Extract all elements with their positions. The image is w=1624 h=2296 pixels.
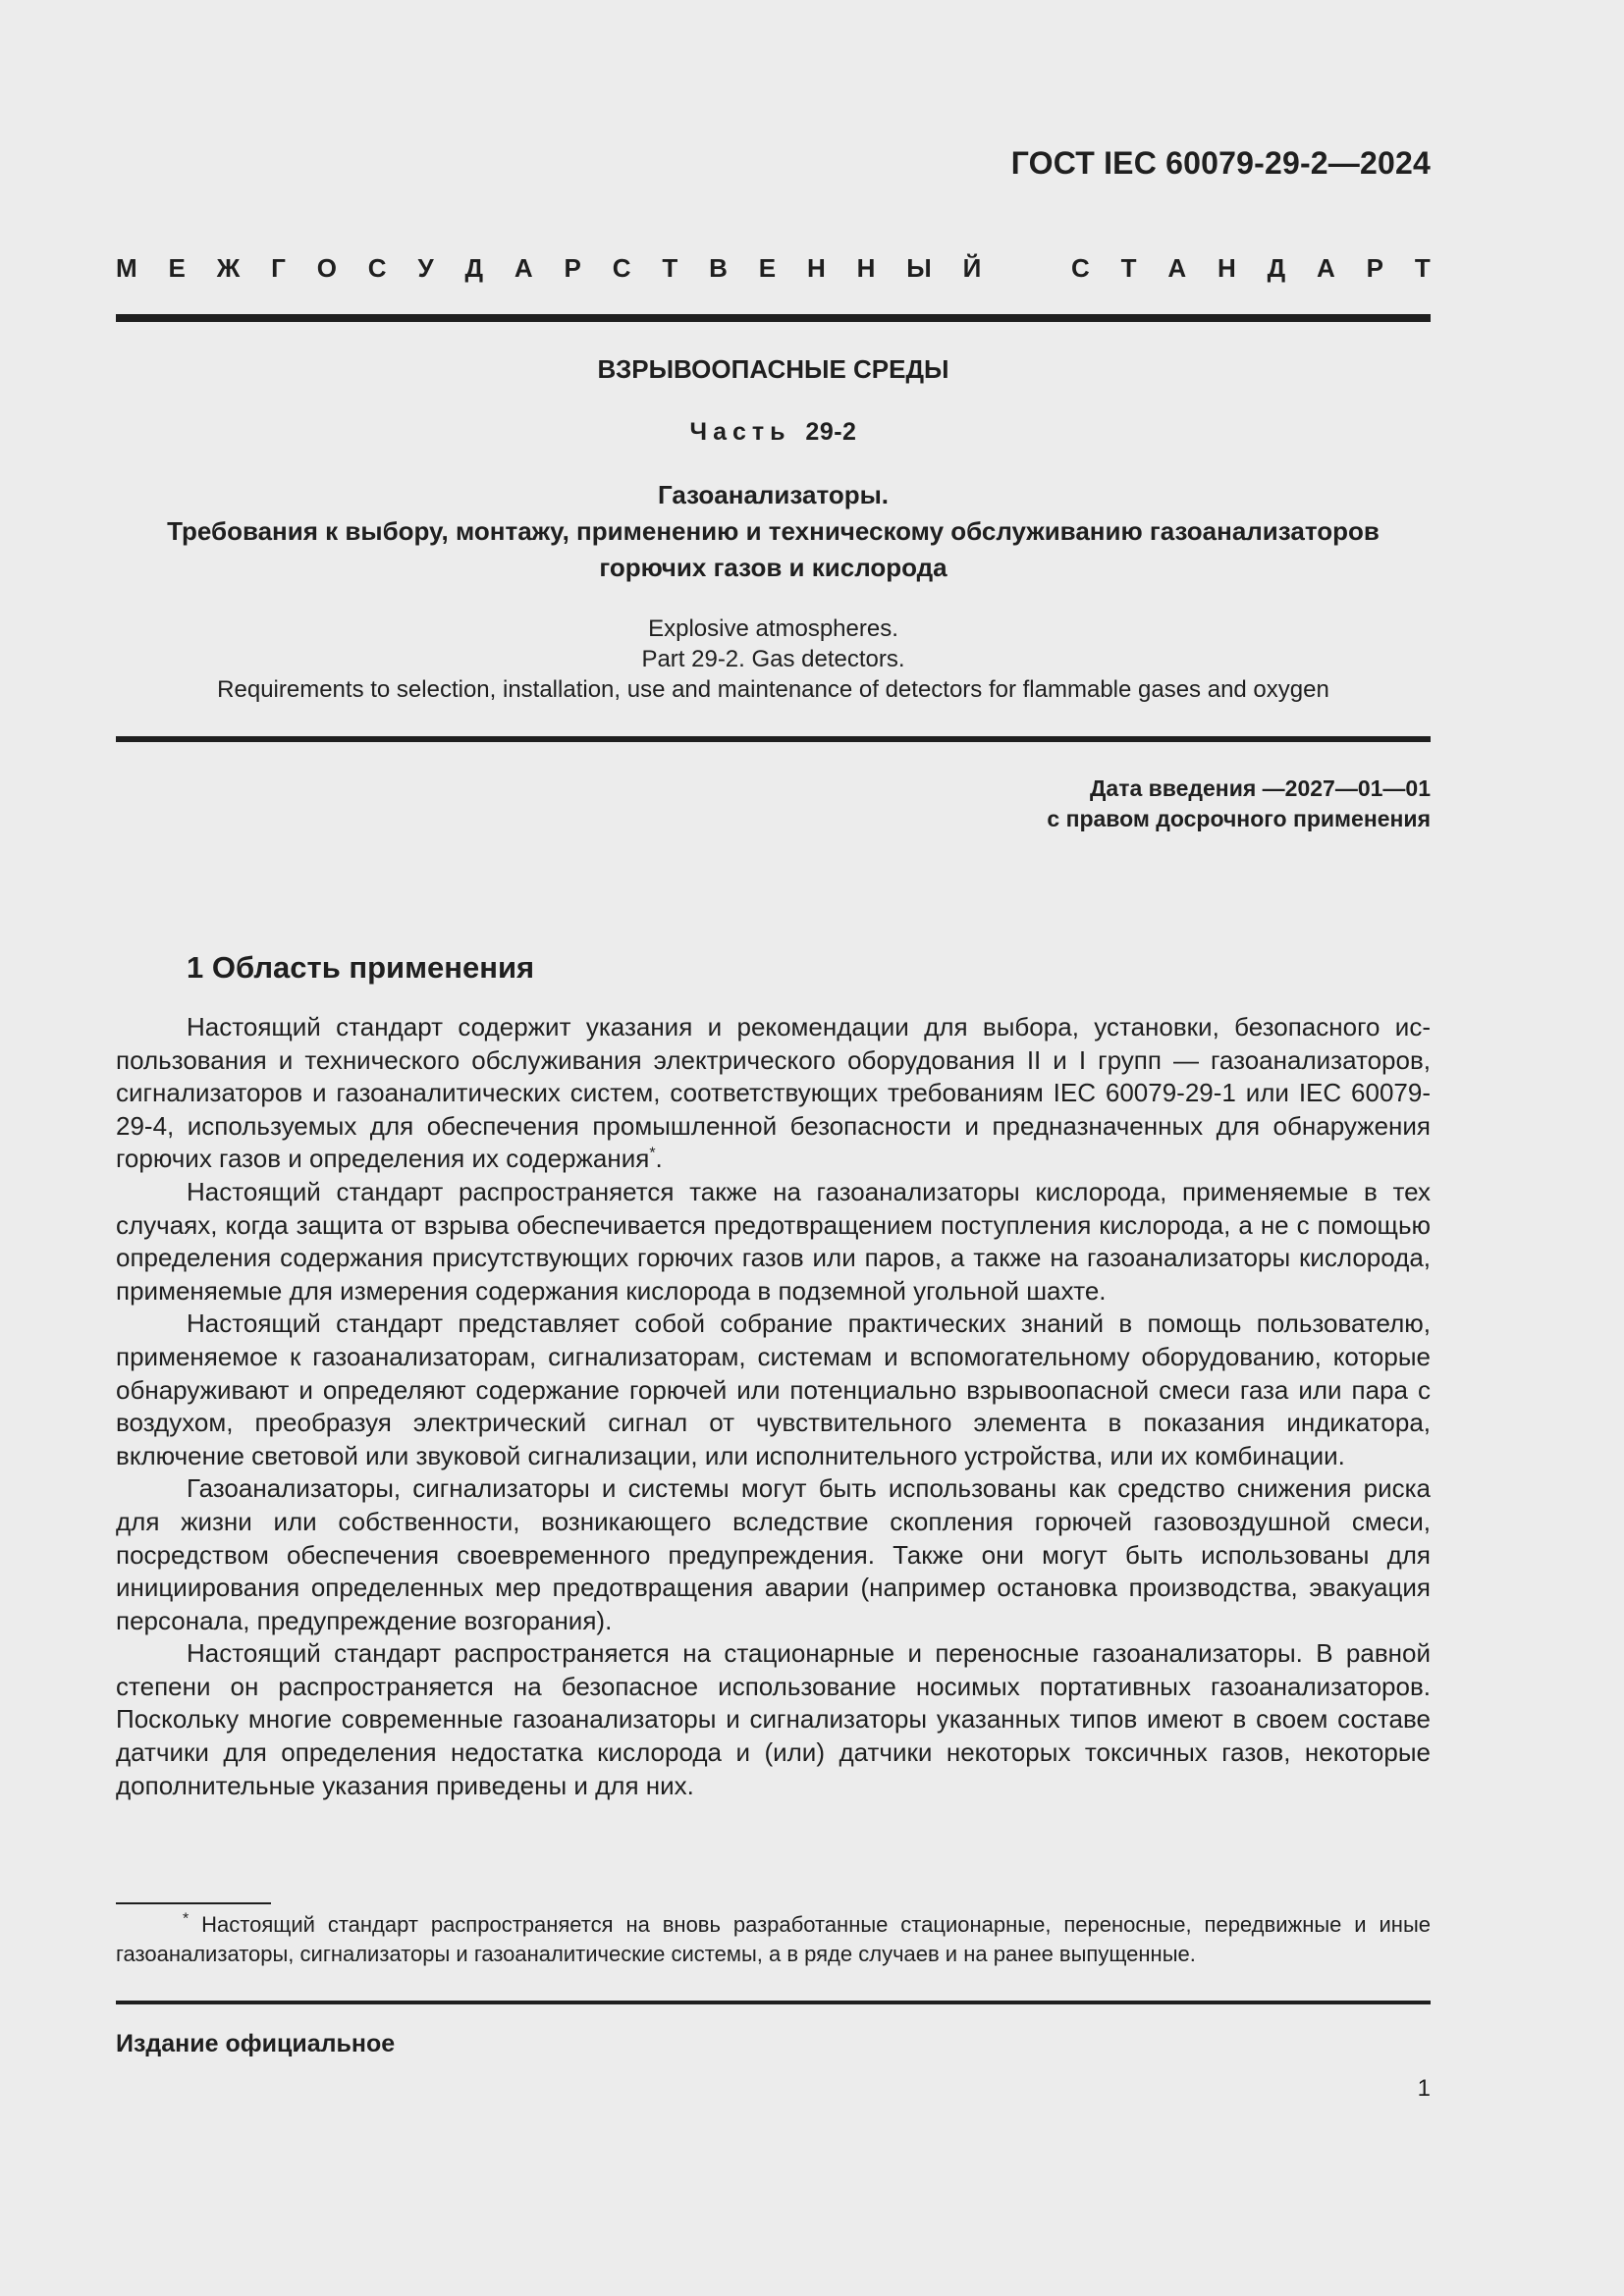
introduction-date-line: Дата введения —2027—01—01 bbox=[1090, 775, 1431, 801]
part-word: Часть bbox=[689, 418, 791, 446]
standard-type-letter: С bbox=[367, 253, 387, 283]
standard-type-letter: Н bbox=[806, 253, 826, 283]
standard-number: ГОСТ IEC 60079-29-2—2024 bbox=[1010, 145, 1431, 181]
title-block bbox=[116, 351, 1431, 705]
standard-type-letter: А bbox=[1167, 253, 1187, 283]
paragraph: Настоящий стандарт распространяется на стационарные и переносные газоанализаторы. В равной степени он распространяется на безопасное использование носимых портативных газоанализаторов. Поскольку многие современные газоанализаторы и сигнализаторы указанных типов имеют в своем составе датчики для определения недостатка кислорода и (или) датчики некоторых токсичных газов, некоторые дополнительные указания приведены и для них. bbox=[116, 1638, 1431, 1800]
title-part bbox=[116, 414, 1431, 450]
footnote bbox=[116, 1910, 1431, 1969]
subtitle-line-3: горючих газов и кислорода bbox=[599, 553, 947, 582]
footnote-text: Настоящий стандарт распространяется на вновь разработанные стационарные, переносные, передвижные и иные газоанализаторы, сигнализаторы и газоаналитические системы, а в ряде случаев и на ранее выпущенные. bbox=[116, 1912, 1431, 1966]
standard-type-letter: Н bbox=[1218, 253, 1236, 283]
standard-type-heading bbox=[116, 253, 1431, 284]
standard-type-letter: Г bbox=[271, 253, 286, 283]
middle-rule bbox=[116, 736, 1431, 742]
paragraph: Газоанализаторы, сигнализаторы и системы могут быть использованы как средство снижения риска для жизни или собственности, возникающего вследствие скопления горючей газовоздушной смеси, посредством обеспечения своевременного предупреждения. Также они могут быть использованы для инициирования определенных мер предотвращения аварии (например остановка производства, эвакуация персонала, предупреждение возгорания). bbox=[116, 1473, 1431, 1635]
section-body bbox=[116, 1011, 1431, 1802]
standard-type-letter: М bbox=[116, 253, 137, 283]
title-main: ВЗРЫВООПАСНЫЕ СРЕДЫ bbox=[597, 354, 949, 384]
english-title-line-2: Part 29-2. Gas detectors. bbox=[641, 646, 905, 672]
standard-type-letter: Н bbox=[856, 253, 876, 283]
paragraph: Настоящий стандарт распространяется также на газоанализаторы кислорода, применяемые в тех случаях, когда защита от взрыва обеспечивается предотвращением поступления кислорода, а не с помощью определения содержания присутствующих горючих газов или паров, а также на газоанализаторы кислорода, применяемые для измерения содержания кислорода в подземной угольной шахте. bbox=[116, 1176, 1431, 1306]
standard-type-letter: А bbox=[1317, 253, 1335, 283]
top-rule bbox=[116, 314, 1431, 322]
document-page bbox=[116, 0, 1431, 2296]
standard-type-letter: Р bbox=[564, 253, 581, 283]
paragraph: Настоящий стандарт представляет собой собрание практических знаний в помощь пользователю, применяемое к газоанализаторам, сигнализаторам, системам и вспомогательному оборудованию, которые обнаруживают и определяют содержание горючей или потенциально взрывоопасной смеси газа или пара с воздухом, преобразуя электрический сигнал от чувствительного элемента в показания индикатора, включение световой или звуковой сигнализации, или исполнительного устройства, или их комбинации. bbox=[116, 1308, 1431, 1470]
section-heading: 1 Область применения bbox=[187, 950, 535, 985]
standard-type-letter: С bbox=[1070, 253, 1090, 283]
standard-type-letter: Р bbox=[1366, 253, 1384, 283]
edition-label: Издание официальное bbox=[116, 2030, 396, 2057]
standard-type-letter: Е bbox=[168, 253, 186, 283]
standard-type-letter: Т bbox=[1414, 253, 1431, 283]
standard-type-letter: Ж bbox=[216, 253, 241, 283]
standard-type-letter: Д bbox=[464, 253, 484, 283]
footnote-reference: * bbox=[649, 1145, 656, 1162]
standard-type-letter: У bbox=[417, 253, 434, 283]
standard-type-letter: В bbox=[709, 253, 728, 283]
paragraph bbox=[116, 1011, 1431, 1176]
subtitle-line-1: Газоанализаторы. bbox=[657, 480, 890, 509]
standard-type-letter: Е bbox=[758, 253, 777, 283]
early-application-note: с правом досрочного применения bbox=[1047, 806, 1431, 831]
standard-type-letter: О bbox=[316, 253, 337, 283]
subtitle-line-2: Требования к выбору, монтажу, применению и техническому обслуживанию газоанализаторов bbox=[167, 516, 1380, 546]
page-number: 1 bbox=[1417, 2075, 1431, 2102]
part-number: 29-2 bbox=[805, 418, 857, 446]
standard-type-letter: Й bbox=[962, 253, 982, 283]
english-title-line-3: Requirements to selection, installation, use and maintenance of detectors for flammable gases and oxygen bbox=[217, 676, 1329, 703]
paragraph-text: Настоящий стандарт содержит указания и рекомендации для выбора, установки, безопасного использования и технического обслуживания электрического оборудования II и I групп — газоанализаторов, сигнализаторов и газоаналитических систем, соответствующих требованиям IEC 60079-29-1 или IEC 60079-29-4, используемых для обеспечения промышленной безопасности и предназначенных для обнаружения горючих газов и определения их содержания bbox=[116, 1012, 1431, 1174]
standard-type-letter: Т bbox=[1120, 253, 1137, 283]
footnote-separator bbox=[116, 1902, 271, 1904]
footnote-mark: * bbox=[183, 1910, 189, 1928]
standard-type-letter: А bbox=[514, 253, 533, 283]
standard-type-letter: С bbox=[612, 253, 631, 283]
title-subtitle bbox=[116, 477, 1431, 586]
english-title-line-1: Explosive atmospheres. bbox=[648, 615, 898, 642]
title-english bbox=[116, 614, 1431, 705]
word-gap bbox=[1012, 253, 1040, 284]
standard-type-letter: Т bbox=[662, 253, 678, 283]
paragraph-end: . bbox=[655, 1144, 663, 1174]
bottom-rule bbox=[116, 2001, 1431, 2004]
standard-type-letter: Д bbox=[1267, 253, 1286, 283]
standard-type-letter: Ы bbox=[906, 253, 932, 283]
introduction-date bbox=[1047, 774, 1431, 834]
